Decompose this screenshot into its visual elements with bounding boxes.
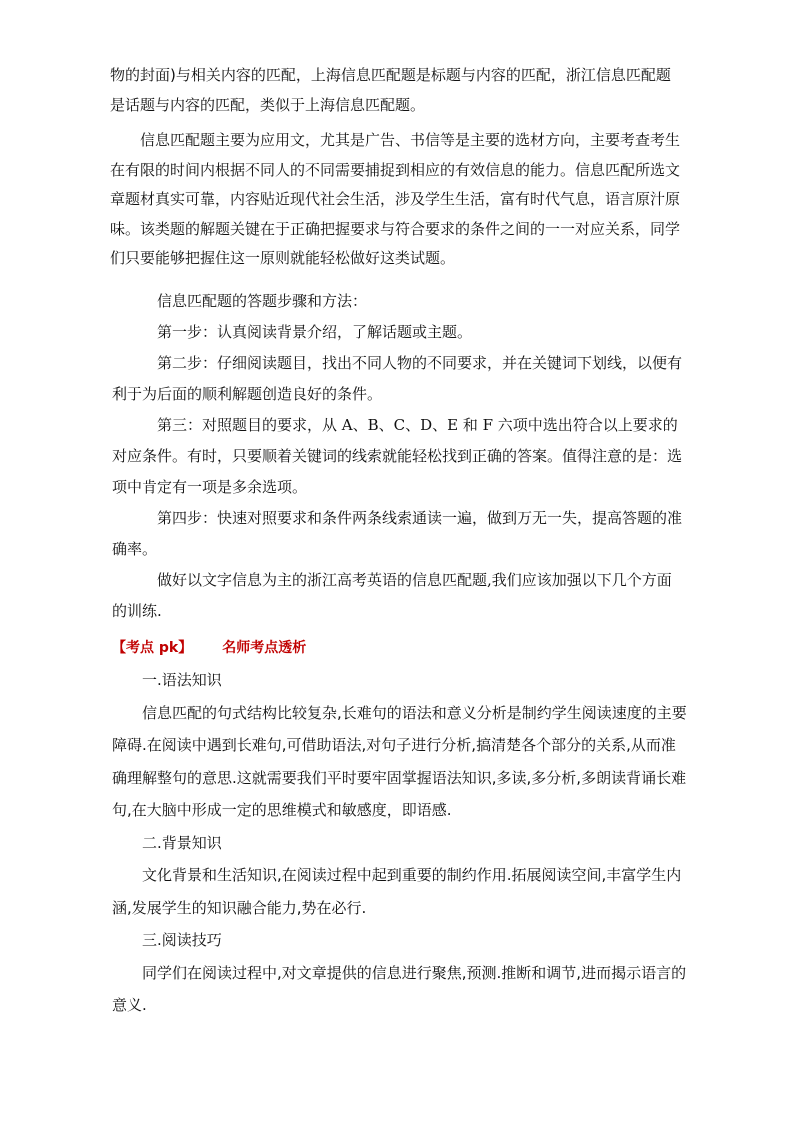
paragraph-reading-skills: 同学们在阅读过程中,对文章提供的信息进行聚焦,预测.推断和调节,进而揭示语言的意义. xyxy=(112,963,687,1014)
subheading-grammar: 一.语法知识 xyxy=(142,671,222,689)
section-heading xyxy=(112,637,306,657)
paragraph-background: 文化背景和生活知识,在阅读过程中起到重要的制约作用.拓展阅读空间,丰富学生内涵,发展学生的知识融合能力,势在必行. xyxy=(112,866,682,917)
steps-title: 信息匹配题的答题步骤和方法： xyxy=(157,292,368,310)
paragraph-grammar: 信息匹配的句式结构比较复杂,长难句的语法和意义分析是制约学生阅读速度的主要障碍.在阅读中遇到长难句,可借助语法,对句子进行分析,搞清楚各个部分的关系,从而准确理解整句的意思.这就需要我们平时要牢固掌握语法知识,多读,多分析,多朗读背诵长难句,在大脑中形成一定的思维模式和敏感度，即语感. xyxy=(112,703,687,819)
heading-title: 名师考点透析 xyxy=(222,640,307,656)
step-two: 第二步：仔细阅读题目，找出不同人物的不同要求，并在关键词下划线，以便有利于为后面的顺利解题创造良好的条件。 xyxy=(112,354,683,403)
steps-closing: 做好以文字信息为主的浙江高考英语的信息匹配题,我们应该加强以下几个方面的训练. xyxy=(112,571,672,620)
subheading-background: 二.背景知识 xyxy=(142,833,222,852)
intro-section xyxy=(110,61,685,274)
analysis-section xyxy=(112,664,687,1022)
subheading-reading-skills: 三.阅读技巧 xyxy=(142,931,222,949)
paragraph-matching-types: 物的封面)与相关内容的匹配，上海信息匹配题是标题与内容的匹配，浙江信息匹配题是话题与内容的匹配，类似于上海信息匹配题。 xyxy=(110,66,671,114)
steps-section xyxy=(112,286,682,627)
heading-tag: 【考点 pk】 xyxy=(112,640,193,656)
paragraph-matching-overview: 信息匹配题主要为应用文，尤其是广告、书信等是主要的选材方向，主要考查考生在有限的时间内根据不同人的不同需要捕捉到相应的有效信息的能力。信息匹配所选文章题材真实可靠，内容贴近现代社会生活，涉及学生生活，富有时代气息，语言原汁原味。该类题的解题关键在于正确把握要求与符合要求的条件之间的一一对应关系，同学们只要能够把握住这一原则就能轻松做好这类试题。 xyxy=(110,131,681,267)
step-three: 第三：对照题目的要求，从 A、B、C、D、E 和 F 六项中选出符合以上要求的对应条件。有时，只要顺着关键词的线索就能轻松找到正确的答案。值得注意的是：选项中肯定有一项是多余选项。 xyxy=(112,416,683,496)
step-one: 第一步：认真阅读背景介绍，了解话题或主题。 xyxy=(157,323,473,341)
step-four: 第四步：快速对照要求和条件两条线索通读一遍，做到万无一失，提高答题的准确率。 xyxy=(112,509,683,558)
